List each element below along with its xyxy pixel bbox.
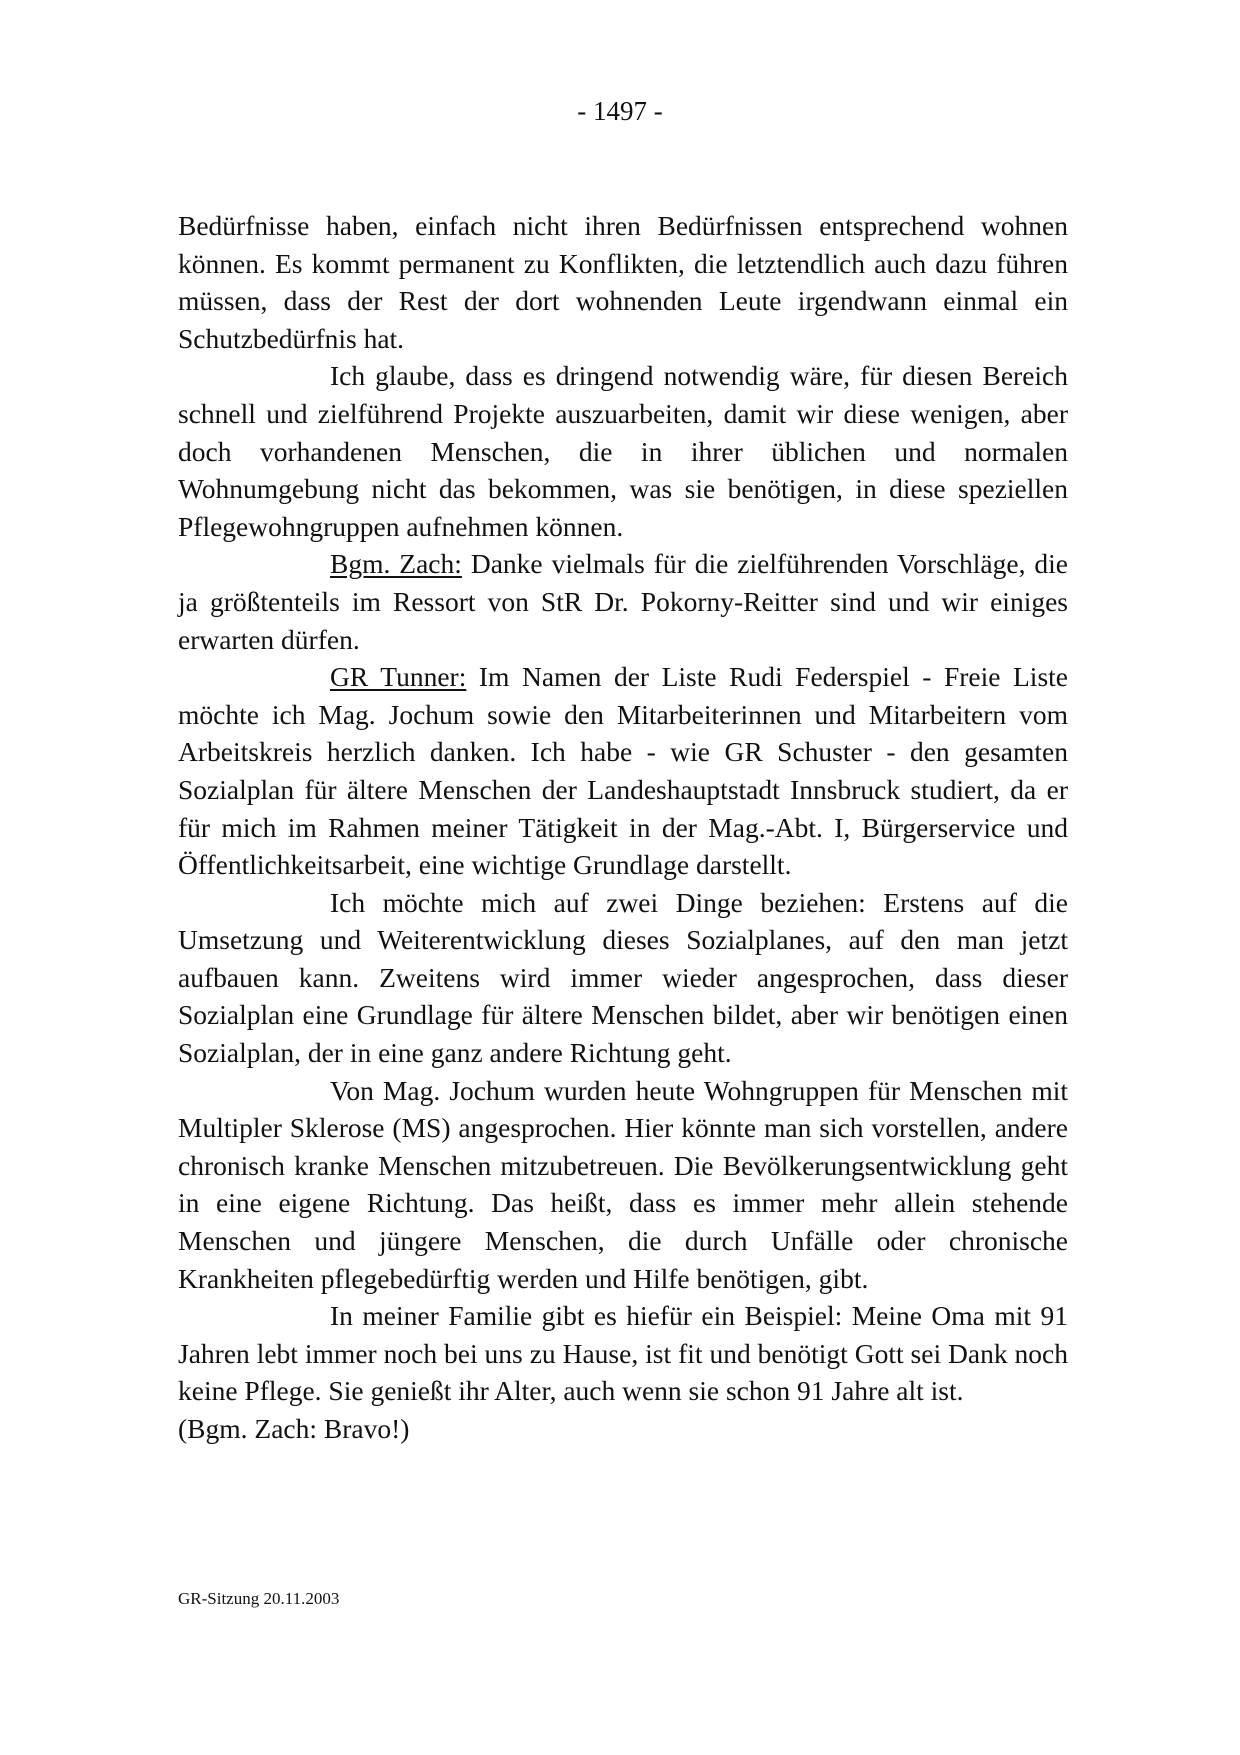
paragraph-continuation	[178, 207, 1068, 357]
paragraph-text: Bedürfnisse haben, einfach nicht ihren Bedürfnissen entsprechend wohnen können. Es kommt permanent zu Konflikten, die letztendlich auch dazu führen müssen, dass der Rest der dort wohnenden Leute irgendwann einmal ein Schutzbedürfnis hat.	[178, 210, 1068, 354]
paragraph-text: Im Namen der Liste Rudi Federspiel - Freie Liste möchte ich Mag. Jochum sowie den Mitarbeiterinnen und Mitarbeitern vom Arbeitskreis herzlich danken. Ich habe - wie GR Schuster - den gesamten Sozialplan für ältere Menschen der Landeshauptstadt Innsbruck studiert, da er für mich im Rahmen meiner Tätigkeit in der Mag.-Abt. I, Bürgerservice und Öffentlichkeitsarbeit, eine wichtige Grundlage darstellt.	[178, 661, 1068, 881]
speaker-label: Bgm. Zach:	[330, 548, 462, 580]
paragraph	[178, 357, 1068, 545]
footer-session-date: GR-Sitzung 20.11.2003	[178, 1589, 340, 1608]
paragraph-text: Ich möchte mich auf zwei Dinge beziehen: Erstens auf die Umsetzung und Weiterentwicklung dieses Sozialplanes, auf den man jetzt aufbauen kann. Zweitens wird immer wieder angesprochen, dass dieser Sozialplan eine Grundlage für ältere Menschen bildet, aber wir benötigen einen Sozialplan, der in eine ganz andere Richtung geht.	[178, 886, 1068, 1069]
paragraph-text: Ich glaube, dass es dringend notwendig wäre, für diesen Bereich schnell und zielführend Projekte auszuarbeiten, damit wir diese wenigen, aber doch vorhandenen Menschen, die in ihrer üblichen und normalen Wohnumgebung nicht das bekommen, was sie benötigen, in diese speziellen Pflegewohngruppen aufnehmen können.	[178, 360, 1068, 542]
paragraph-text: In meiner Familie gibt es hiefür ein Beispiel: Meine Oma mit 91 Jahren lebt immer noch bei uns zu Hause, ist fit und benötigt Gott sei Dank noch keine Pflege. Sie genießt ihr Alter, auch wenn sie schon 91 Jahre alt ist.	[178, 1300, 1068, 1407]
speaker-paragraph	[178, 545, 1068, 658]
paragraph-text: Danke vielmals für die zielführenden Vorschläge, die ja größtenteils im Ressort von StR Dr. Pokorny-Reitter sind und wir einiges erwarten dürfen.	[178, 548, 1069, 655]
paragraph-text: Von Mag. Jochum wurden heute Wohngruppen für Menschen mit Multipler Sklerose (MS) angesprochen. Hier könnte man sich vorstellen, andere chronisch kranke Menschen mitzubetreuen. Die Bevölkerungsentwicklung geht in eine eigene Richtung. Das heißt, dass es immer mehr allein stehende Menschen und jüngere Menschen, die durch Unfälle oder chronische Krankheiten pflegebedürftig werden und Hilfe benötigen, gibt.	[178, 1074, 1068, 1294]
interjection: (Bgm. Zach: Bravo!)	[178, 1413, 410, 1444]
paragraph	[178, 1072, 1068, 1298]
paragraph	[178, 1297, 1068, 1410]
paragraph	[178, 884, 1068, 1072]
speaker-paragraph	[178, 658, 1068, 884]
speaker-label: GR Tunner:	[330, 661, 467, 693]
document-body	[178, 207, 1068, 1448]
page-number: - 1497 -	[577, 96, 663, 126]
